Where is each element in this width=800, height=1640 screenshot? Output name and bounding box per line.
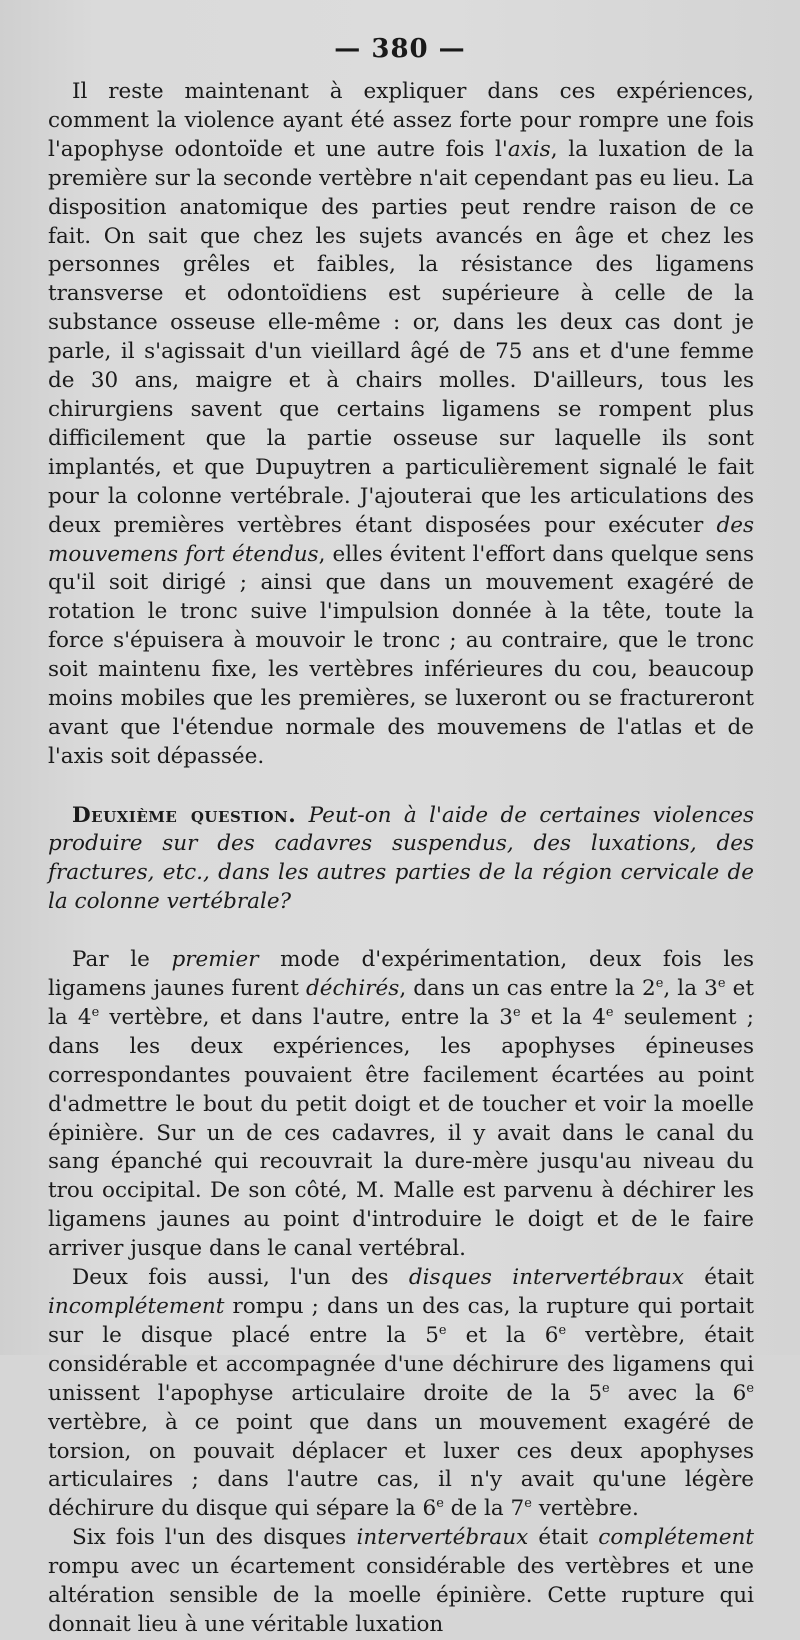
text-run: vertèbre, et dans l'autre, entre la 3 <box>99 1004 513 1030</box>
italic-text: complétement <box>598 1525 754 1551</box>
paragraph-4 <box>48 1264 754 1524</box>
ordinal-superscript: e <box>436 1496 444 1512</box>
paragraph-3 <box>48 946 754 1264</box>
ordinal-superscript: e <box>602 1380 610 1396</box>
question-label: Deuxième question. <box>72 802 297 828</box>
text-run: et la 4 <box>520 1004 606 1030</box>
italic-text: disques intervertébraux <box>408 1265 684 1291</box>
text-run: vertèbre, était considérable et accompagnée d'une déchirure des ligamens qui unissent l'apophyse articulaire droite de la 5 <box>48 1322 754 1406</box>
ordinal-superscript: e <box>655 975 664 991</box>
ordinal-superscript: e <box>605 1004 614 1020</box>
text-run: seulement ; dans les deux expériences, les apophyses épineuses correspondantes pouvaient être facilement écartées au point d'admettre le bout du petit doigt et de toucher et voir la moelle épinière. Sur un de ces cadavres, il y avait dans le canal du sang épanché qui recouvrait la dure-mère jusqu'au niveau du trou occipital. De son côté, M. Malle est parvenu à déchirer les ligamens jaunes au point d'introduire le doigt et de le faire arriver jusque dans le canal vertébral. <box>48 1004 754 1262</box>
text-run: avec la 6 <box>609 1380 747 1406</box>
paragraph-5 <box>48 1524 754 1640</box>
text-run: , la luxation de la première sur la seconde vertèbre n'ait cependant pas eu lieu. La disposition anatomique des parties peut rendre raison de ce fait. On sait que chez les sujets avancés en âge et chez les personnes grêles et faibles, la résistance des ligamens transverse et odontoïdiens est supérieure à celle de la substance osseuse elle-même : or, dans les deux cas dont je parle, il s'agissait d'un vieillard âgé de 75 ans et d'une femme de 30 ans, maigre et à chairs molles. D'ailleurs, tous les chirurgiens savent que certains ligamens se rompent plus difficilement que la partie osseuse sur laquelle ils sont implantés, et que Dupuytren a particulièrement signalé le fait pour la colonne vertébrale. J'ajouterai que les articulations des deux premières vertèbres étant disposées pour exécuter <box>48 136 754 538</box>
page-number: — 380 — <box>334 34 466 64</box>
italic-text: Peut-on à l'aide de certaines violences produire sur des cadavres suspendus, des luxations, des fractures, etc., dans les autres parties de la région cervicale de la colonne vertébrale? <box>48 802 755 914</box>
text-run: vertèbre. <box>531 1496 639 1522</box>
text-run: vertèbre, à ce point que dans un mouvement exagéré de torsion, on pouvait déplacer et luxer ces deux apophyses articulaires ; dans l'autre cas, il n'y avait qu'une légère déchirure du disque qui sépare la 6 <box>48 1409 754 1522</box>
text-run: et la 4 <box>48 976 754 1030</box>
ordinal-superscript: e <box>717 975 726 991</box>
text-run: Par le <box>72 947 172 973</box>
ordinal-superscript: e <box>438 1322 447 1338</box>
italic-text: des mouvemens fort étendus <box>48 512 754 567</box>
text-run <box>296 803 308 828</box>
body-text <box>48 78 754 1640</box>
ordinal-superscript: e <box>558 1322 567 1338</box>
italic-text: déchirés <box>306 976 400 1002</box>
paragraph-1 <box>48 78 754 772</box>
text-run: , la 3 <box>663 976 718 1002</box>
text-run: Il reste maintenant à expliquer dans ces expériences, comment la violence ayant été assez forte pour rompre une fois l'apophyse odontoïde et une autre fois l' <box>48 79 754 162</box>
italic-text: axis <box>507 136 551 162</box>
text-run: était <box>528 1525 599 1551</box>
italic-text: intervertébraux <box>356 1525 529 1551</box>
text-run: et la 6 <box>446 1322 559 1348</box>
text-run: de la 7 <box>443 1496 525 1522</box>
italic-text: premier <box>171 947 259 973</box>
ordinal-superscript: e <box>524 1496 532 1512</box>
text-run: , elles évitent l'effort dans quelque sens qu'il soit dirigé ; ainsi que dans un mouvement exagéré de rotation le tronc suive l'impulsion donnée à la tête, toute la force s'épuisera à mouvoir le tronc ; au contraire, que le tronc soit maintenu fixe, les vertèbres inférieures du cou, beaucoup moins mobiles que les premières, se luxeront ou se fractureront avant que l'étendue normale des mouvemens de l'atlas et de l'axis soit dépassée. <box>48 541 754 769</box>
text-run: était <box>683 1265 754 1291</box>
ordinal-superscript: e <box>746 1380 754 1396</box>
question-heading-paragraph <box>48 802 754 916</box>
text-run: Six fois l'un des disques <box>72 1525 357 1551</box>
italic-text: incomplétement <box>48 1294 225 1319</box>
ordinal-superscript: e <box>512 1004 521 1020</box>
ordinal-superscript: e <box>91 1004 100 1020</box>
text-run: , dans un cas entre la 2 <box>399 976 656 1002</box>
text-run: mode d'expérimentation, deux fois les ligamens jaunes furent <box>48 947 754 1002</box>
text-run: rompu avec un écartement considérable des vertèbres et une altération sensible de la moelle épinière. Cette rupture qui donnait lieu à une véritable luxation <box>48 1554 754 1637</box>
text-run: rompu ; dans un des cas, la rupture qui portait sur le disque placé entre la 5 <box>48 1294 754 1348</box>
text-run: Deux fois aussi, l'un des <box>72 1265 409 1291</box>
